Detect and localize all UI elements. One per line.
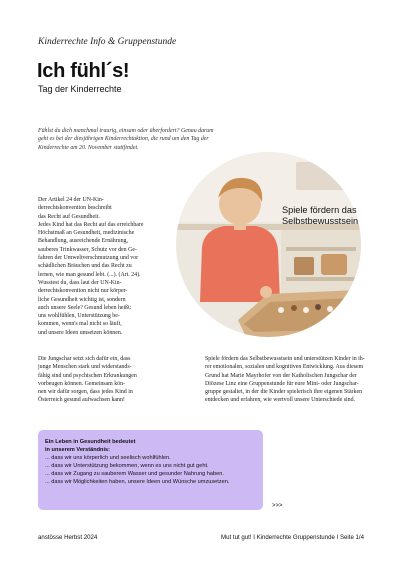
child-playing-photo (176, 152, 361, 337)
text-line: gruppe gestaltet, in der die Kinder spielerisch ihre eigenen Stärken (205, 389, 363, 396)
text-line: derrechtskonvention nicht nur körper- (38, 288, 128, 295)
intro-line: Fühlst du dich manchmal traurig, einsam oder überfordert? Genau darum (38, 128, 214, 134)
callout-line: Spiele fördern das (282, 205, 357, 215)
text-line: und unsere Ideen umsetzen können. (38, 329, 123, 336)
info-box-item: ... dass wir Zugang zu sauberem Wasser und gesunder Nahrung haben. (45, 470, 224, 477)
text-line: derrechtskonvention beschreibt (38, 205, 112, 212)
info-box (38, 430, 263, 510)
continue-marker: >>> (272, 503, 283, 509)
info-box-item: ... dass wir Möglichkeiten haben, unsere Ideen und Wünsche umzusetzen. (45, 478, 230, 485)
page-title: Ich fühl´s! (37, 60, 130, 82)
info-box-content (45, 439, 229, 486)
text-line: Diözese Linz eine Gruppenstunde für eure Mini- oder Jungschar- (205, 380, 359, 387)
text-line: liche Gesundheit wichtig ist, sondern (38, 296, 126, 303)
text-line: Wusstest du, dass laut der UN-Kin- (38, 279, 122, 286)
intro-text (38, 127, 328, 152)
callout-line: Selbstbewusstsein (282, 216, 359, 226)
article-column-left (38, 196, 168, 337)
text-line: uns wohlfühlen, Unterstützung be- (38, 313, 120, 320)
text-line: Behandlung, ausreichende Ernährung, (38, 238, 128, 245)
text-line: das Recht auf Gesundheit. (38, 213, 100, 220)
kicker: Kinderrechte Info & Gruppenstunde (38, 37, 177, 47)
info-box-item: ... dass wir uns körperlich und seelisch wohlfühlen. (45, 454, 171, 461)
text-line: Grund hat Marie Mayrhofer von der Katholischen Jungschar der (205, 372, 357, 379)
photo-illustration (176, 152, 361, 337)
text-line: Spiele fördern das Selbstbewusstsein und unterstützen Kinder in ih- (205, 356, 365, 362)
text-line: Höchstmaß an Gesundheit, medizinische (38, 230, 135, 237)
text-line: nen wir dafür sorgen, dass jedes Kind in (38, 389, 133, 396)
intro-line: geht es bei der diesjährigen Kinderrechtaktion, die rund um den Tag der (38, 136, 209, 143)
text-line: schädlichen Bräuchen und das Recht zu (38, 263, 132, 270)
text-line: vorbeugen können. Gemeinsam kön- (38, 380, 126, 387)
page-subtitle: Tag der Kinderrechte (38, 84, 122, 94)
text-line: sauberes Trinkwasser, Schutz vor den Ge- (38, 246, 137, 253)
info-box-item: ... dass wir Unterstützung bekommen, wenn es uns nicht gut geht. (45, 462, 209, 469)
text-line: rer emotionalen, sozialen und kognitiven Entwicklung. Aus diesem (205, 364, 364, 371)
text-line: entdecken und erfahren, wie wertvoll unsere Unterschiede sind. (205, 397, 355, 404)
info-box-heading: in unserem Verständnis: (45, 446, 110, 453)
text-line: Die Jungschar setzt sich dafür ein, dass (38, 356, 131, 362)
info-box-heading: Ein Leben in Gesundheit bedeutet (45, 439, 136, 445)
footer-page-info: Mut tut gut! I Kinderrechte Gruppenstunde I Seite 1/4 (221, 534, 364, 541)
article-column-right (205, 355, 365, 405)
text-line: kommen, wenn's mal nicht so läuft, (38, 321, 122, 328)
text-line: Österreich gesund aufwachsen kann! (38, 397, 125, 404)
photo-callout (282, 205, 358, 227)
article-column-left-2 (38, 355, 168, 405)
text-line: junge Menschen stark und widerstands- (38, 364, 132, 371)
text-line: fahren der Umweltverschmutzung und vor (38, 255, 139, 262)
text-line: lernen, wie man gesund lebt. (...). (Art. 24). (38, 271, 141, 278)
text-line: Der Artikel 24 der UN-Kin- (38, 197, 104, 203)
text-line: auch unsere Seele? Gesund leben heißt: (38, 304, 132, 311)
text-line: fähig sind und psychischen Erkrankungen (38, 372, 137, 379)
text-line: Jedes Kind hat das Recht auf das erreichbare (38, 221, 144, 228)
intro-line: Kinderrechte am 20. November stattfindet. (38, 144, 139, 151)
footer-publication: anstösse Herbst 2024 (38, 534, 98, 541)
